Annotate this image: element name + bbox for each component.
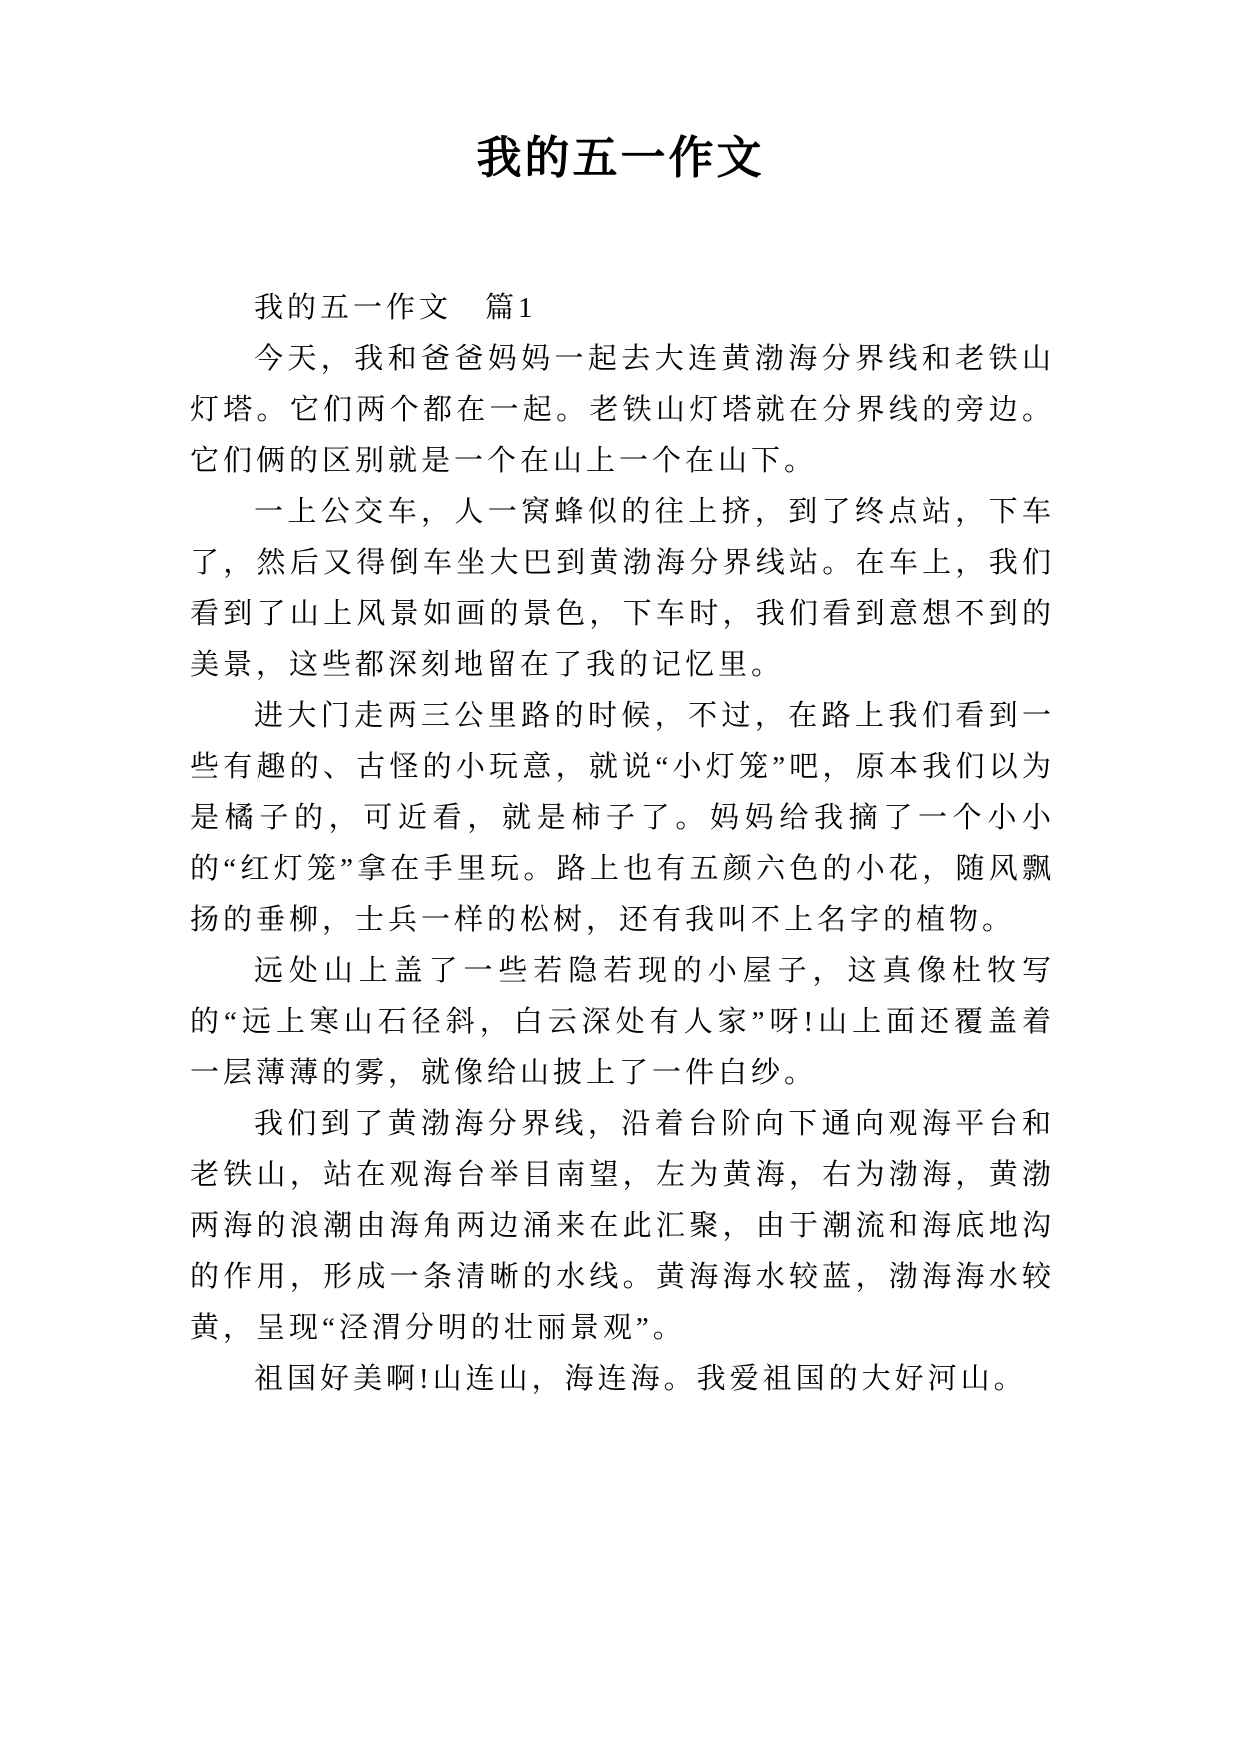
essay-paragraph: 我们到了黄渤海分界线，沿着台阶向下通向观海平台和老铁山，站在观海台举目南望，左为黄海，右为渤海，黄渤两海的浪潮由海角两边涌来在此汇聚，由于潮流和海底地沟的作用，形成一条清晰的水线。黄海海水较蓝，渤海海水较黄，呈现“泾渭分明的壮丽景观”。 [190, 1108, 1055, 1344]
essay-paragraph: 一上公交车，人一窝蜂似的往上挤，到了终点站，下车了，然后又得倒车坐大巴到黄渤海分界线站。在车上，我们看到了山上风景如画的景色，下车时，我们看到意想不到的美景，这些都深刻地留在了我的记忆里。 [190, 496, 1055, 681]
essay-paragraph: 进大门走两三公里路的时候，不过，在路上我们看到一些有趣的、古怪的小玩意，就说“小灯笼”吧，原本我们以为是橘子的，可近看，就是柿子了。妈妈给我摘了一个小小的“红灯笼”拿在手里玩。路上也有五颜六色的小花，随风飘扬的垂柳，士兵一样的松树，还有我叫不上名字的植物。 [190, 700, 1055, 936]
essay-paragraph: 祖国好美啊!山连山，海连海。我爱祖国的大好河山。 [254, 1363, 1027, 1395]
document-title: 我的五一作文 [476, 133, 765, 183]
essay-paragraph: 今天，我和爸爸妈妈一起去大连黄渤海分界线和老铁山灯塔。它们两个都在一起。老铁山灯塔就在分界线的旁边。它们俩的区别就是一个在山上一个在山下。 [190, 343, 1055, 477]
essay-subtitle: 我的五一作文 篇1 [254, 292, 537, 324]
essay-paragraph: 远处山上盖了一些若隐若现的小屋子，这真像杜牧写的“远上寒山石径斜，白云深处有人家”呀!山上面还覆盖着一层薄薄的雾，就像给山披上了一件白纱。 [190, 955, 1055, 1089]
essay-body [190, 283, 1055, 1405]
